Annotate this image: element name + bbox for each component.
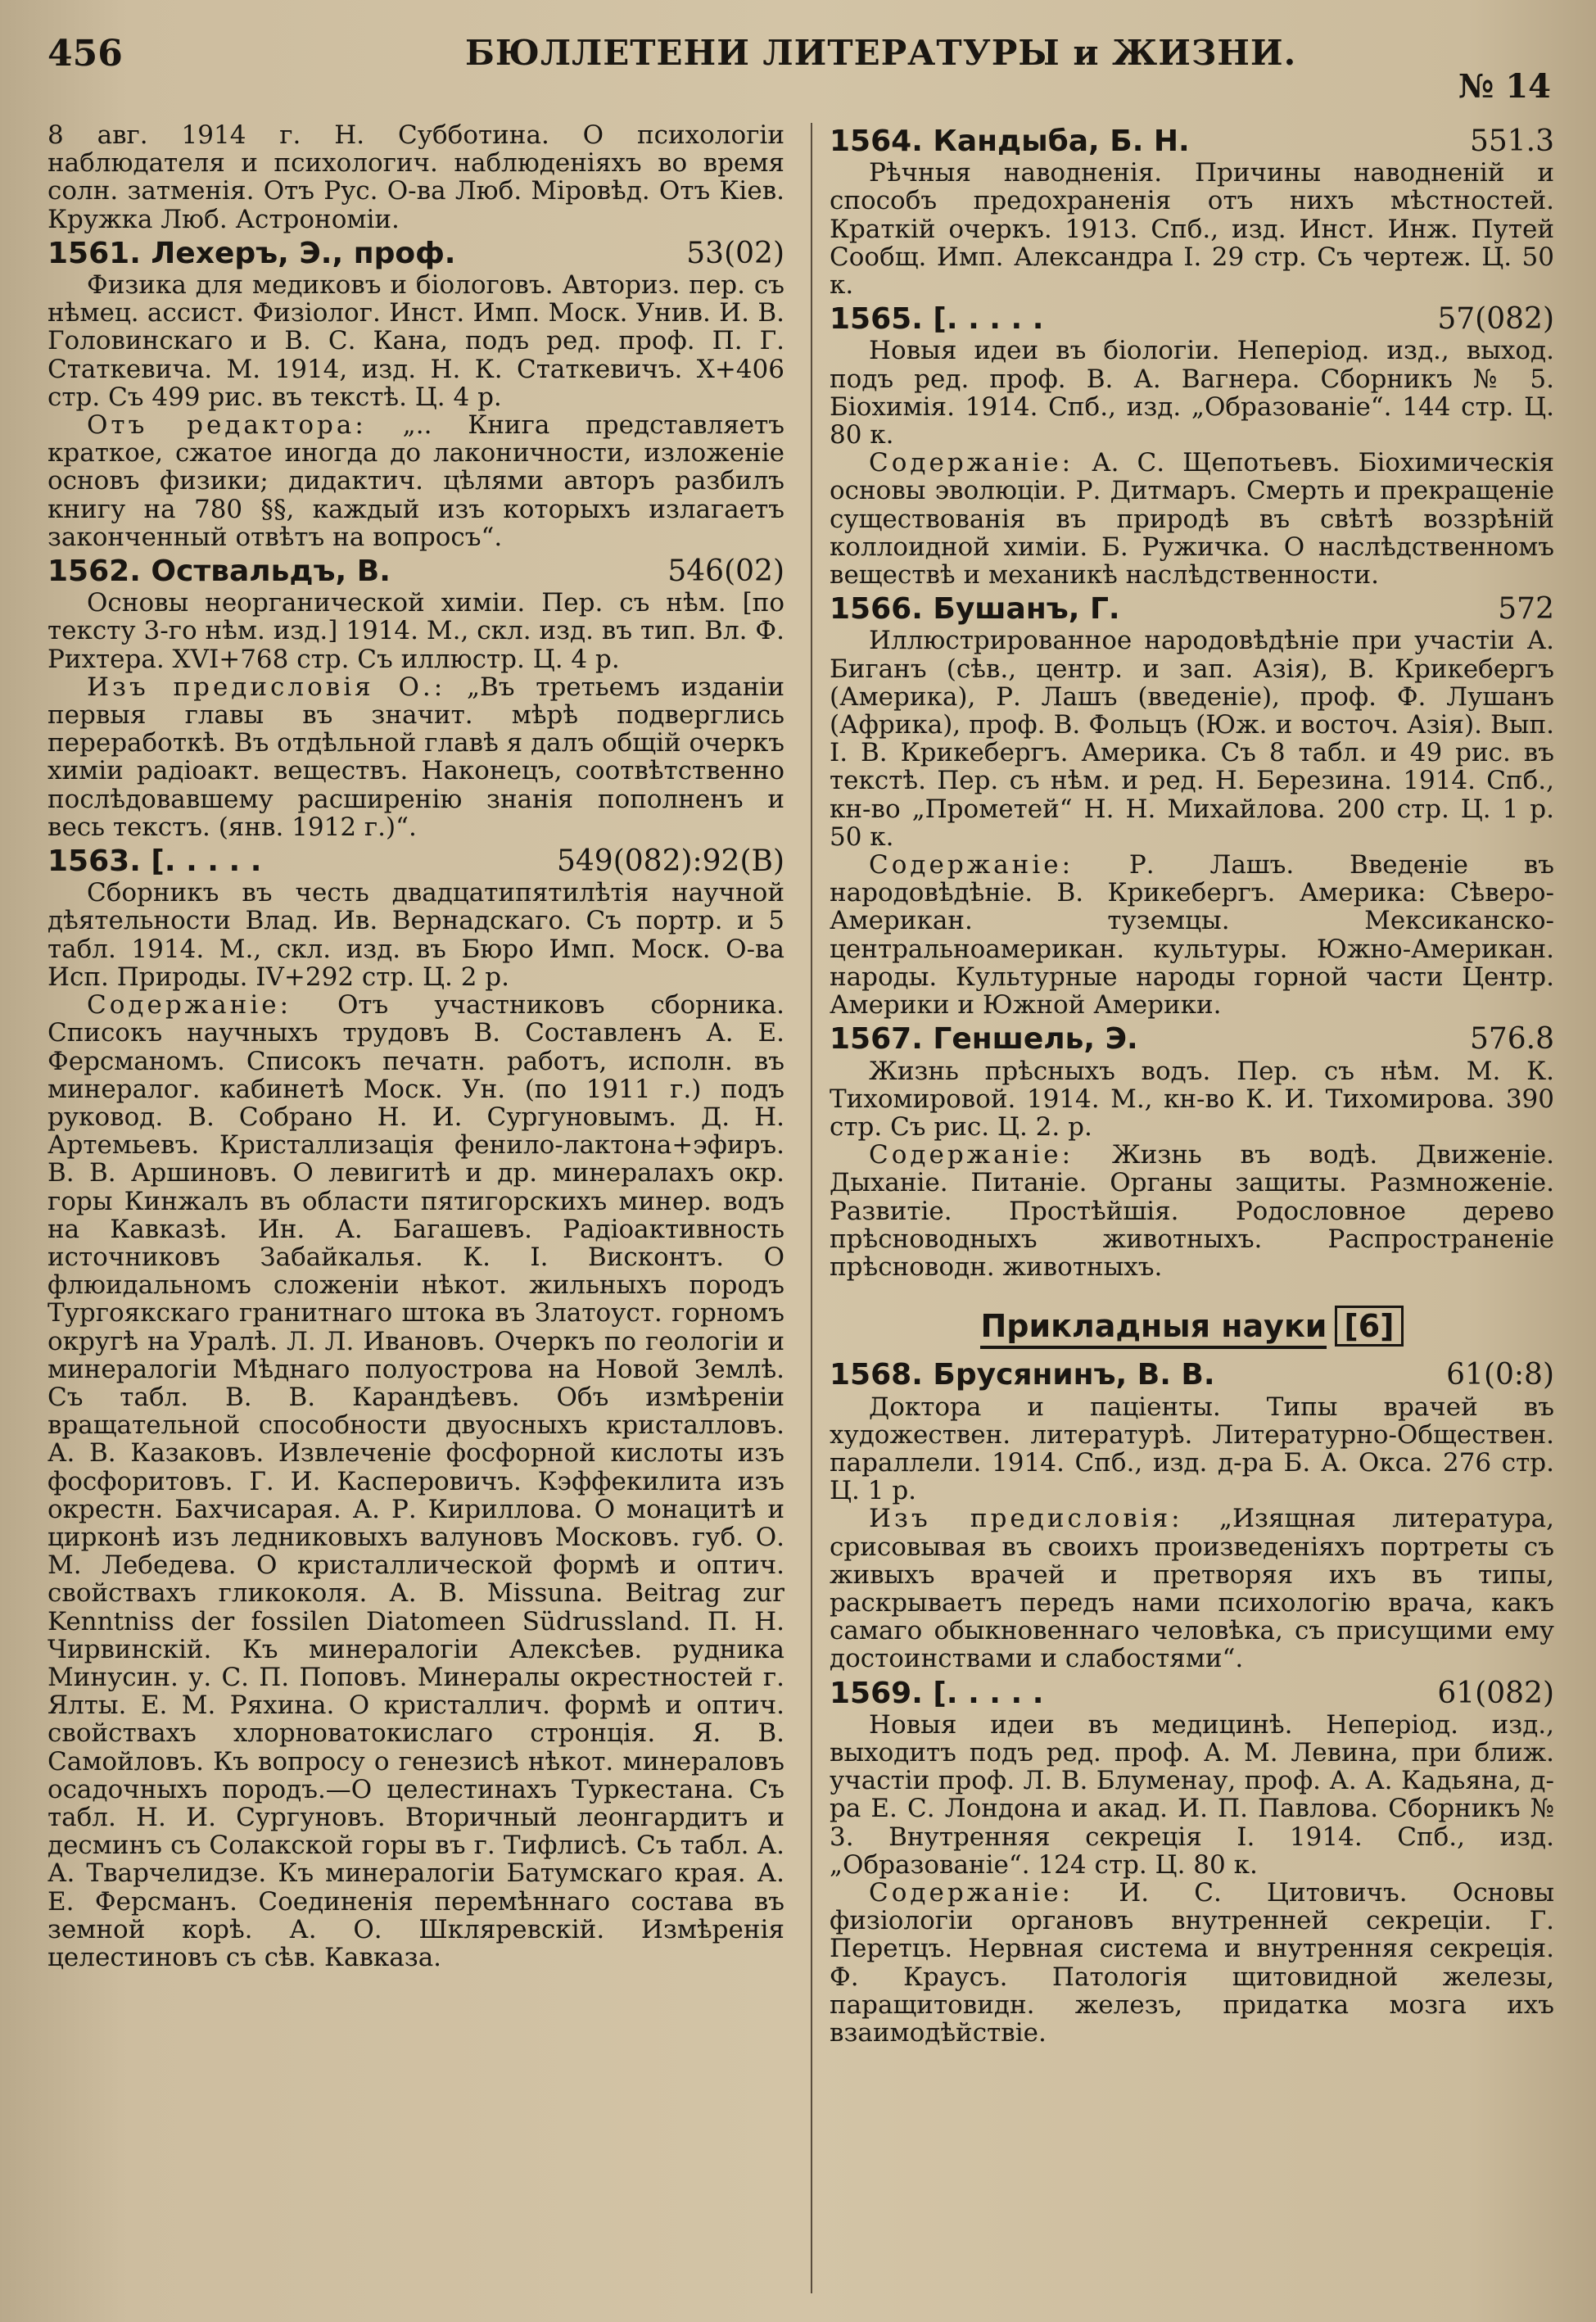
entry-body: Иллюстрированное народовѣдѣніе при участіи А. Биганъ (сѣв., центр. и зап. Азія), В. Крикебергъ (Америка), Р. Лашъ (введеніе), проф. Ф. Лушанъ (Африка), проф. В. Фольцъ (Юж. и восточ. Азія). Вып. І. В. Крикебергъ. Америка. Съ 8 табл. и 49 рис. въ текстѣ. Пер. съ нѣм. и ред. Н. Березина. 1914. Спб., кн-во „Прометей“ Н. Н. Михайлова. 200 стр. Ц. 1 р. 50 к.	[830, 626, 1554, 852]
entry-note	[830, 851, 1554, 1019]
entry-heading	[47, 236, 784, 270]
entry-heading	[830, 1358, 1554, 1392]
entry-note	[830, 449, 1554, 589]
entry-1562	[47, 554, 784, 842]
entry-body: Рѣчныя наводненія. Причины наводненій и способъ предохраненія отъ нихъ мѣстностей. Краткій очеркъ. 1913. Спб., изд. Инст. Инж. Путей Сообщ. Имп. Александра І. 29 стр. Съ чертеж. Ц. 50 к.	[830, 158, 1554, 301]
entry-heading	[47, 844, 784, 879]
entry-heading	[830, 302, 1554, 337]
entry-note	[830, 1141, 1554, 1281]
entry-title: 1568. Брусянинъ, В. В.	[830, 1358, 1215, 1392]
classification-code: 576.8	[1469, 1022, 1554, 1057]
classification-code: 551.3	[1469, 124, 1554, 158]
entry-title: 1565. [. . . . .	[830, 302, 1044, 337]
note-lead: Изъ предисловія:	[869, 1504, 1183, 1534]
note-lead: Содержаніе:	[869, 448, 1074, 478]
note-text: „.. Книга представляетъ краткое, сжатое иногда до лаконичности, изложеніе основъ физики; дидактич. цѣлями авторъ разбилъ книгу на 780 §§, каждый изъ которыхъ излагаетъ законченный отвѣтъ на вопросъ“.	[47, 410, 784, 552]
entry-heading	[830, 592, 1554, 627]
section-label: Прикладныя науки	[980, 1308, 1327, 1349]
classification-code: 572	[1498, 592, 1554, 627]
entry-heading	[830, 124, 1554, 158]
note-lead: Содержаніе:	[87, 990, 292, 1021]
entry-note	[830, 1505, 1554, 1672]
entry-1566	[830, 592, 1554, 1021]
entry-body: Доктора и паціенты. Типы врачей въ художествен. литературѣ. Литературно-Обществен. параллели. 1914. Спб., изд. д-ра Б. А. Окса. 276 стр. Ц. 1 р.	[830, 1392, 1554, 1506]
note-text: И. С. Цитовичъ. Основы физіологіи органовъ внутренней секреціи. Г. Перетцъ. Нервная система и внутренняя секреція. Ф. Краусъ. Патологія щитовидной железы, паращитовидн. железъ, придатка мозга ихъ взаимодѣйствіе.	[830, 1877, 1555, 2048]
left-column	[47, 121, 784, 1971]
journal-title: БЮЛЛЕТЕНИ ЛИТЕРАТУРЫ и ЖИЗНИ.	[465, 33, 1297, 73]
entry-body: Основы неорганической химіи. Пер. съ нѣм. [по тексту 3-го нѣм. изд.] 1914. М., скл. изд. въ тип. Вл. Ф. Рихтера. XVI+768 стр. Съ иллюстр. Ц. 4 р.	[47, 588, 784, 674]
note-lead: Отъ редактора:	[87, 410, 367, 441]
note-lead: Содержаніе:	[869, 1140, 1074, 1170]
classification-code: 53(02)	[686, 236, 784, 270]
entry-note	[47, 991, 784, 1971]
entry-title: 1561. Лехеръ, Э., проф.	[47, 236, 456, 270]
entry-title: 1562. Оствальдъ, В.	[47, 554, 391, 589]
entry-title: 1564. Кандыба, Б. Н.	[830, 124, 1190, 158]
note-text: Жизнь въ водѣ. Движеніе. Дыханіе. Питаніе. Органы защиты. Размноженіе. Развитіе. Простѣйшія. Родословное дерево прѣсноводныхъ животныхъ. Распространеніе прѣсноводн. животныхъ.	[830, 1140, 1555, 1282]
section-heading	[830, 1308, 1554, 1345]
entry-body: Новыя идеи въ біологіи. Неперіод. изд., выход. подъ ред. проф. В. А. Вагнера. Сборникъ № 5. Біохимія. 1914. Спб., изд. „Образованіе“. 144 стр. Ц. 80 к.	[830, 336, 1554, 450]
classification-code: 61(082)	[1437, 1676, 1554, 1710]
entry-1563	[47, 844, 784, 1972]
entry-heading	[47, 554, 784, 589]
section-number: [6]	[1335, 1306, 1403, 1347]
entry-1568	[830, 1358, 1554, 1674]
entry-1569	[830, 1676, 1555, 2048]
entry-title: 1569. [. . . . .	[830, 1676, 1044, 1710]
entry-heading	[830, 1676, 1554, 1710]
entry-1565	[830, 302, 1554, 591]
note-text: Р. Лашъ. Введеніе въ народовѣдѣніе. В. Крикебергъ. Америка: Сѣверо-Американ. туземцы. Мексиканско-центральноамерикан. культуры. Южно-Американ. народы. Культурные народы горной части Центр. Америки и Южной Америки.	[830, 850, 1554, 1021]
continuation-text: 8 авг. 1914 г. Н. Субботина. О психологіи наблюдателя и психологич. наблюденіяхъ во время солн. затменія. Отъ Рус. О-ва Люб. Міровѣд. Отъ Кіев. Кружка Люб. Астрономіи.	[47, 120, 784, 234]
entry-title: 1567. Геншель, Э.	[830, 1022, 1138, 1057]
classification-code: 61(0:8)	[1446, 1358, 1554, 1392]
note-lead: Содержаніе:	[869, 850, 1074, 880]
note-text: „Въ третьемъ изданіи первыя главы въ значит. мѣрѣ подверглись переработкѣ. Въ отдѣльной главѣ я далъ общій очеркъ химіи радіоакт. веществъ. Наконецъ, соотвѣтственно послѣдовавшему расширенію знанія пополненъ и весь текстъ. (янв. 1912 г.)“.	[47, 672, 784, 842]
entry-1561	[47, 236, 784, 552]
entry-note	[47, 673, 784, 841]
classification-code: 57(082)	[1437, 302, 1554, 337]
right-column	[830, 121, 1554, 2047]
entry-title: 1566. Бушанъ, Г.	[830, 592, 1120, 627]
note-text: Отъ участниковъ сборника. Списокъ научныхъ трудовъ В. Составленъ А. Е. Ферсманомъ. Списокъ печатн. работъ, исполн. въ минералог. кабинетѣ Моск. Ун. (по 1911 г.) подъ руковод. В. Собрано Н. И. Сургуновымъ. Д. Н. Артемьевъ. Кристаллизація фенило-лактона+эфиръ. В. В. Аршиновъ. О левигитѣ и др. минералахъ окр. горы Кинжалъ въ области пятигорскихъ минер. водъ на Кавказѣ. Ин. А. Багашевъ. Радіоактивность источниковъ Забайкалья. К. І. Висконтъ. О флюидальномъ сложеніи нѣкот. жильныхъ породъ Тургоякскаго гранитнаго штока въ Златоуст. горномъ округѣ на Уралѣ. Л. Л. Ивановъ. Очеркъ по геологіи и минералогіи Мѣднаго полуострова на Новой Землѣ. Съ табл. В. В. Карандѣевъ. Объ измѣреніи вращательной способности двуосныхъ кристалловъ. А. В. Казаковъ. Извлеченіе фосфорной кислоты изъ фосфоритовъ. Г. И. Касперовичъ. Кэффекилита изъ окрестн. Бахчисарая. А. Р. Кириллова. О монацитѣ и цирконѣ изъ ледниковыхъ валуновъ Московъ. губ. О. М. Лебедева. О кристаллической формѣ и оптич. свойствахъ гликоколя. А. В. Missuna. Beitrag zur Kenntniss der fossilen Diatomeen Südrussland. П. Н. Чирвинскій. Къ минералогіи Алексѣев. рудника Минусин. у. С. П. Поповъ. Минералы окрестностей г. Ялты. Е. М. Ряхина. О кристаллич. формѣ и оптич. свойствахъ хлорноватокислаго стронція. Я. В. Самойловъ. Къ вопросу о генезисѣ нѣкот. минераловъ осадочныхъ породъ.—О целестинахъ Туркестана. Съ табл. Н. И. Сургуновъ. Вторичный леонгардитъ и десминъ съ Солакской горы въ г. Тифлисѣ. Съ табл. А. А. Тварчелидзе. Къ минералогіи Батумскаго края. А. Е. Ферсманъ. Соединенія перемѣннаго состава въ земной корѣ. А. О. Шкляревскій. Измѣренія целестиновъ съ сѣв. Кавказа.	[47, 990, 784, 1972]
issue-number: № 14	[1458, 67, 1551, 106]
page-number: 456	[47, 33, 123, 75]
entry-1567	[830, 1022, 1555, 1282]
classification-code: 546(02)	[667, 554, 784, 589]
classification-code: 549(082):92(В)	[557, 844, 784, 879]
entry-body: Жизнь прѣсныхъ водъ. Пер. съ нѣм. М. К. Тихомировой. 1914. М., кн-во К. И. Тихомирова. 390 стр. Съ рис. Ц. 2. р.	[830, 1056, 1554, 1142]
note-lead: Содержаніе:	[869, 1877, 1074, 1908]
entry-note	[830, 1879, 1554, 2047]
entry-body: Новыя идеи въ медицинѣ. Неперіод. изд., выходитъ подъ ред. проф. А. М. Левина, при ближ. участіи проф. Л. В. Блуменау, проф. А. А. Кадьяна, д-ра Е. С. Лондона и акад. И. П. Павлова. Сборникъ № 3. Внутренняя секреція І. 1914. Спб., изд. „Образованіе“. 124 стр. Ц. 80 к.	[830, 1709, 1554, 1880]
entry-heading	[830, 1022, 1554, 1057]
note-text: А. С. Щепотьевъ. Біохимическія основы эволюціи. Р. Дитмаръ. Смерть и прекращеніе существованія въ природѣ въ свѣтѣ воззрѣній коллоидной химіи. Б. Ружичка. О наслѣдственномъ веществѣ и механикѣ наслѣдственности.	[830, 448, 1554, 591]
entry-1564	[830, 124, 1554, 301]
column-divider	[811, 123, 812, 2293]
running-header	[47, 33, 1551, 106]
entry-title: 1563. [. . . . .	[47, 844, 262, 879]
note-text: „Изящная литература, срисовывая въ своихъ произведеніяхъ портреты съ живыхъ врачей и претворяя ихъ въ типы, раскрываетъ передъ нами психологію врача, какъ самаго обыкновеннаго человѣка, съ присущими ему достоинствами и слабостями“.	[830, 1504, 1554, 1674]
entry-body: Сборникъ въ честь двадцатипятилѣтія научной дѣятельности Влад. Ив. Вернадскаго. Съ портр. и 5 табл. 1914. М., скл. изд. въ Бюро Имп. Моск. О-ва Исп. Природы. IV+292 стр. Ц. 2 р.	[47, 878, 784, 992]
entry-note	[47, 411, 784, 551]
entry-body: Физика для медиковъ и біологовъ. Авториз. пер. съ нѣмец. ассист. Физіолог. Инст. Имп. Моск. Унив. И. В. Головинскаго и В. С. Кана, подъ ред. проф. П. Г. Статкевича. М. 1914, изд. Н. К. Статкевичъ. X+406 стр. Съ 499 рис. въ текстѣ. Ц. 4 р.	[47, 270, 784, 412]
note-lead: Изъ предисловія О.:	[87, 672, 446, 702]
